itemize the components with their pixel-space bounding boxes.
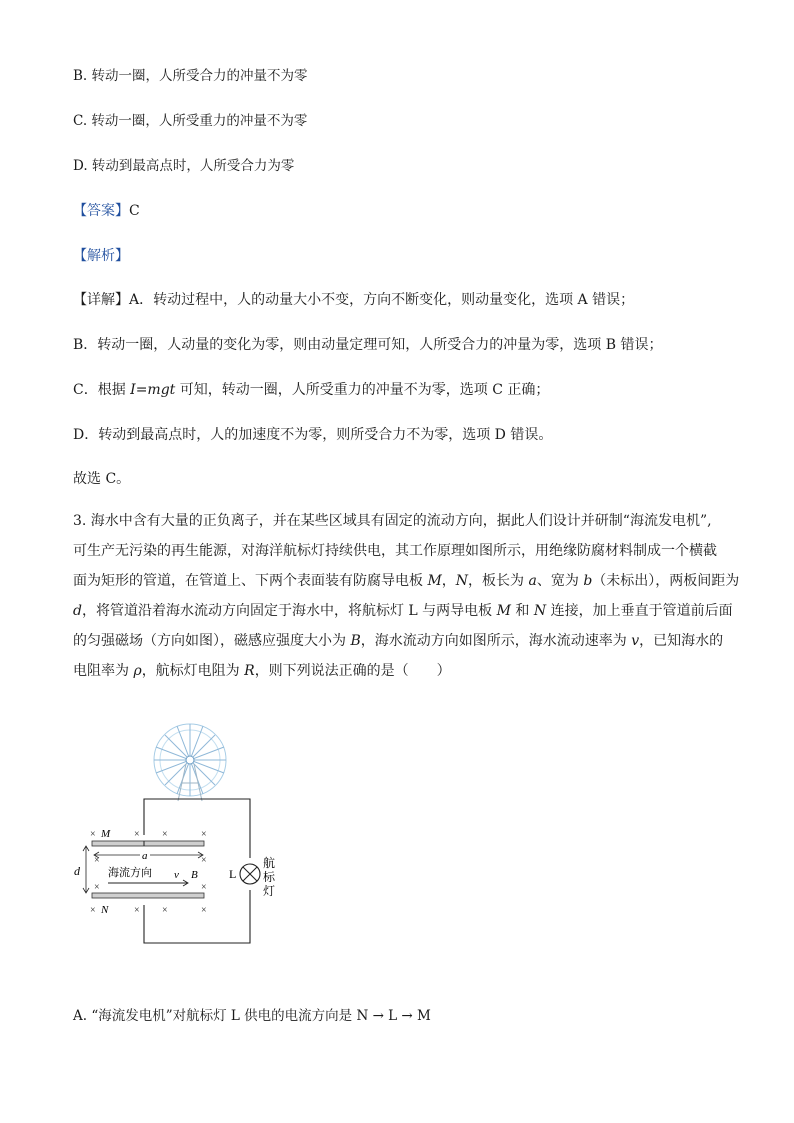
q3-l5-B: B — [350, 633, 361, 649]
plate-M — [92, 841, 204, 846]
q3-l3-N: N — [455, 573, 469, 589]
q3-l4-c: 连接，加上垂直于管道前后面 — [546, 603, 733, 619]
q3-l6-c: ，则下列说法正确的是（ ） — [254, 663, 451, 679]
label-N: N — [101, 904, 109, 916]
answer-tag: 【答案】 — [73, 203, 129, 219]
q3-l6-R: R — [244, 663, 255, 679]
q3-l4-a: ，将管道沿着海水流动方向固定于海水中，将航标灯 L 与两导电板 — [81, 603, 497, 619]
field-cross: × — [90, 905, 96, 916]
field-cross: × — [90, 829, 96, 840]
detail-b-line: B．转动一圈，人动量的变化为零，则由动量定理可知，人所受合力的冲量为零，选项 B 错误； — [73, 337, 663, 353]
q3-l4-b: 和 — [510, 603, 534, 619]
circuit-diagram — [70, 715, 300, 950]
q3-l6-b: ，航标灯电阻为 — [141, 663, 245, 679]
answer-value: C — [129, 203, 140, 219]
option-d-previous: D. 转动到最高点时，人所受合力为零 — [73, 158, 295, 174]
detail-c-formula: I=mgt — [130, 382, 176, 398]
ocean-generator-figure — [70, 715, 300, 950]
label-B: B — [191, 869, 198, 881]
detail-c-line — [73, 380, 549, 400]
field-cross: × — [162, 905, 168, 916]
plate-N — [92, 893, 204, 898]
detail-a-line — [73, 290, 634, 310]
q3-l5-v: v — [631, 633, 640, 649]
q3-line-6 — [73, 656, 733, 686]
field-cross: × — [94, 855, 100, 866]
label-M: M — [101, 828, 111, 840]
field-cross: × — [162, 829, 168, 840]
field-cross: × — [134, 905, 140, 916]
analysis-line — [73, 246, 129, 266]
field-cross: × — [94, 882, 100, 893]
field-cross: × — [201, 855, 207, 866]
label-flow-direction: 海流方向 — [108, 867, 152, 879]
field-cross: × — [201, 882, 207, 893]
q3-l3-e: （未标出），两板间距为 — [592, 573, 740, 589]
q3-l3-var-a: a — [528, 573, 537, 589]
analysis-tag: 【解析】 — [73, 248, 129, 264]
field-cross: × — [201, 829, 207, 840]
q3-l6-rho: ρ — [133, 663, 142, 679]
q3-line-1: 3. 海水中含有大量的正负离子，并在某些区域具有固定的流动方向，据此人们设计并研制“海流发电机”, — [73, 513, 712, 529]
label-a: a — [142, 850, 148, 862]
detail-c-pre: C．根据 — [73, 382, 131, 398]
label-v: v — [174, 869, 179, 881]
detail-tag: 【详解】 — [73, 292, 129, 308]
conclusion-line: 故选 C。 — [73, 471, 131, 487]
lamp-label-1: 航 — [263, 856, 276, 870]
q3-l3-a: 面为矩形的管道，在管道上、下两个表面装有防腐导电板 — [73, 573, 428, 589]
q3-l3-M: M — [427, 573, 442, 589]
field-cross: × — [134, 829, 140, 840]
q3-l3-c: ，板长为 — [468, 573, 529, 589]
label-L: L — [229, 867, 237, 881]
q3-line-2: 可生产无污染的再生能源，对海洋航标灯持续供电，其工作原理如图所示，用绝缘防腐材料制成一个横截 — [73, 543, 717, 559]
detail-c-post: 可知，转动一圈，人所受重力的冲量不为零，选项 C 正确； — [175, 382, 550, 398]
field-cross: × — [201, 905, 207, 916]
question-3-stem — [73, 506, 740, 686]
option-b-previous: B. 转动一圈，人所受合力的冲量不为零 — [73, 68, 308, 84]
q3-line-4 — [73, 596, 733, 626]
option-c-previous: C. 转动一圈，人所受重力的冲量不为零 — [73, 113, 308, 129]
q3-l4-N: N — [533, 603, 547, 619]
lamp-label-3: 灯 — [263, 884, 276, 898]
answer-line — [73, 201, 140, 221]
detail-a-text: A．转动过程中，人的动量大小不变，方向不断变化，则动量变化，选项 A 错误； — [129, 292, 635, 308]
q3-l3-d: 、宽为 — [536, 573, 584, 589]
detail-d-line: D．转动到最高点时，人的加速度不为零，则所受合力不为零，选项 D 错误。 — [73, 427, 553, 443]
q3-l3-var-b: b — [583, 573, 593, 589]
label-d: d — [74, 864, 80, 878]
dimension-d — [83, 846, 89, 893]
lamp-label-2: 标 — [263, 870, 276, 884]
q3-line-5 — [73, 626, 733, 656]
q3-l3-b: ， — [441, 573, 456, 589]
q3-line-3 — [73, 566, 740, 596]
q3-l5-a: 的匀强磁场（方向如图），磁感应强度大小为 — [73, 633, 351, 649]
option-a: A. “海流发电机”对航标灯 L 供电的电流方向是 N → L → M — [73, 1008, 431, 1024]
q3-l5-b: ，海水流动方向如图所示，海水流动速率为 — [360, 633, 632, 649]
q3-l4-var-d: d — [73, 603, 82, 619]
windmill-icon — [154, 724, 226, 801]
q3-l5-c: ，已知海水的 — [639, 633, 724, 649]
q3-l6-a: 电阻率为 — [73, 663, 134, 679]
q3-l4-M: M — [496, 603, 511, 619]
